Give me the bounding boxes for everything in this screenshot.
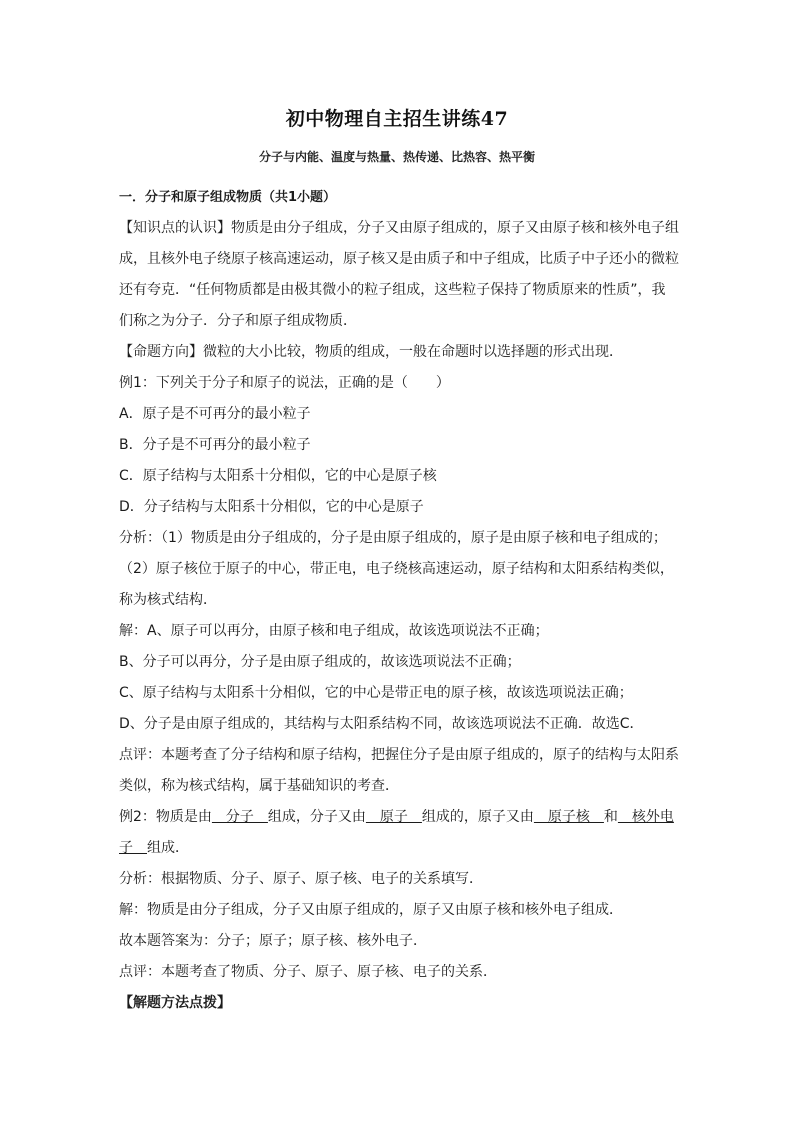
example1-analysis-2: （2）原子核位于原子的中心，带正电，电子绕核高速运动，原子结构和太阳系结构类似， [119,561,674,577]
knowledge-line-1: 【知识点的认识】物质是由分子组成，分子又由原子组成的，原子又由原子核和核外电子组 [119,220,679,236]
example2-comment: 点评：本题考查了物质、分子、原子、原子核、电子的关系． [119,964,497,980]
example2-solution: 解：物质是由分子组成，分子又由原子组成的，原子又由原子核和核外电子组成． [119,902,623,918]
knowledge-line-4: 们称之为分子．分子和原子组成物质． [119,313,357,329]
example1-solution-1: 解：A、原子可以再分，由原子核和电子组成，故该选项说法不正确； [119,623,549,639]
answer-blank-1: 分子 [211,809,268,825]
example1-analysis-1: 分析：（1）物质是由分子组成的，分子是由原子组成的，原子是由原子核和电子组成的； [119,530,667,546]
answer-blank-2: 原子 [365,809,422,825]
example2-question-line-2 [119,833,679,864]
example2-question-line-1 [119,802,679,833]
example2-analysis: 分析：根据物质、分子、原子、原子核、电子的关系填写． [119,871,483,887]
page-subtitle: 分子与内能、温度与热量、热传递、比热容、热平衡 [258,150,535,164]
example1-question: 例1：下列关于分子和原子的说法，正确的是（ ） [119,375,450,391]
example1-comment-2: 类似，称为核式结构，属于基础知识的考查． [119,778,399,794]
example1-analysis-3: 称为核式结构． [119,592,217,608]
page-title: 初中物理自主招生讲练47 [285,108,509,130]
example1-solution-4: D、分子是由原子组成的，其结构与太阳系结构不同，故该选项说法不正确．故选C． [119,716,644,732]
answer-blank-4-continued: 子 [119,840,147,856]
example1-comment-1: 点评：本题考查了分子结构和原子结构，把握住分子是由原子组成的，原子的结构与太阳系 [119,747,679,763]
answer-blank-3: 原子核 [533,809,604,825]
example2-text: 例2：物质是由 [119,809,212,825]
document-body [119,182,679,1019]
example1-option-c: C．原子结构与太阳系十分相似，它的中心是原子核 [119,468,437,484]
example1-solution-3: C、原子结构与太阳系十分相似，它的中心是带正电的原子核，故该选项说法正确； [119,685,633,701]
example1-option-d: D．分子结构与太阳系十分相似，它的中心是原子 [119,499,424,515]
knowledge-line-3: 还有夸克．“任何物质都是由极其微小的粒子组成，这些粒子保持了物质原来的性质”，我 [119,282,666,298]
example2-text: 组成． [147,840,189,856]
example2-text: 组成，分子又由 [267,809,366,825]
example2-answer: 故本题答案为：分子；原子；原子核、核外电子． [119,933,427,949]
knowledge-line-2: 成，且核外电子绕原子核高速运动，原子核又是由质子和中子组成，比质子中子还小的微粒 [119,251,679,267]
example1-solution-2: B、分子可以再分，分子是由原子组成的，故该选项说法不正确； [119,654,521,670]
example1-option-a: A．原子是不可再分的最小粒子 [119,406,311,422]
direction-line: 【命题方向】微粒的大小比较，物质的组成，一般在命题时以选择题的形式出现． [119,344,623,360]
example1-option-b: B．分子是不可再分的最小粒子 [119,437,311,453]
example2-text: 和 [603,809,618,825]
section-heading: 一．分子和原子组成物质（共1小题） [119,190,337,205]
answer-blank-4: 核外电 [617,809,674,825]
example2-text: 组成的，原子又由 [421,809,534,825]
method-heading: 【解题方法点拨】 [119,995,231,1011]
